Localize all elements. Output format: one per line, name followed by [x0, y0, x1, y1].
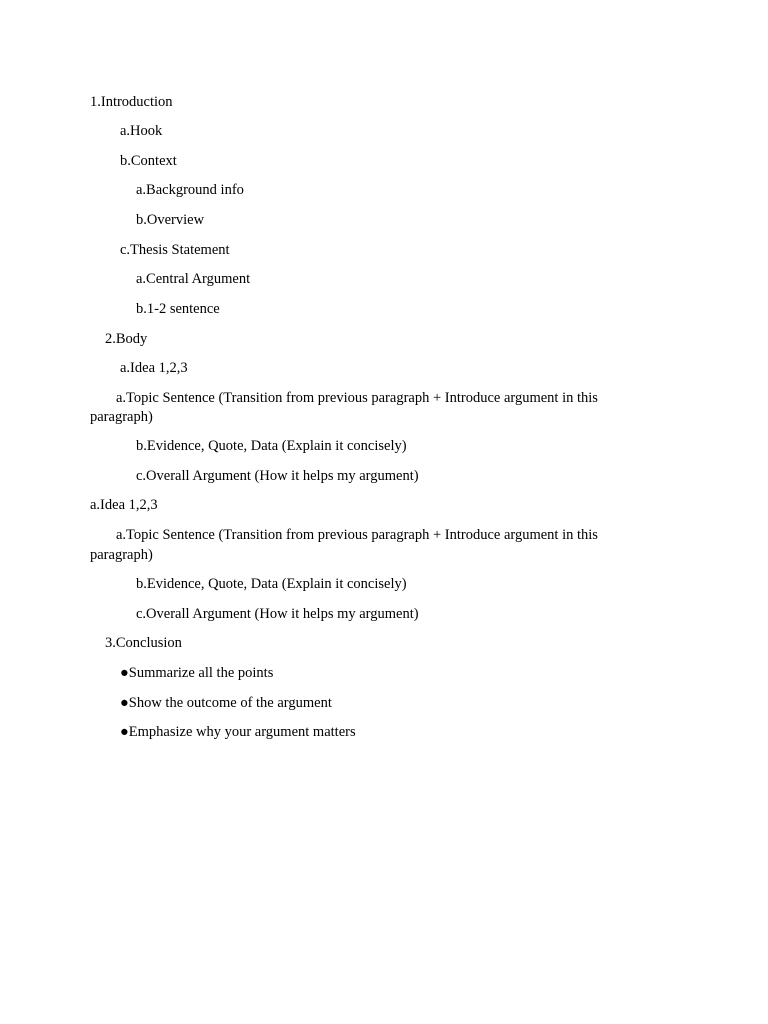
- body-evidence-1: b.Evidence, Quote, Data (Explain it concisely): [136, 438, 407, 454]
- conclusion-point: [120, 723, 356, 741]
- body-topic-1-line-1: a.Topic Sentence (Transition from previous paragraph + Introduce argument in this: [116, 390, 598, 406]
- conclusion-point-text: Emphasize why your argument matters: [128, 724, 356, 740]
- body-idea-2: a.Idea 1,2,3: [90, 497, 158, 513]
- body-evidence-2: b.Evidence, Quote, Data (Explain it concisely): [136, 576, 407, 592]
- body-topic-1-line-2: paragraph): [90, 409, 153, 425]
- intro-background: a.Background info: [136, 182, 244, 198]
- intro-sentence-count: b.1-2 sentence: [136, 301, 220, 317]
- body-topic-2-line-2: paragraph): [90, 547, 153, 563]
- body-overall-2: c.Overall Argument (How it helps my argument): [136, 606, 419, 622]
- intro-hook: a.Hook: [120, 123, 163, 139]
- conclusion-point: [120, 664, 273, 682]
- conclusion-point: [120, 694, 332, 712]
- conclusion-point-text: Show the outcome of the argument: [128, 695, 332, 711]
- conclusion-heading: 3.Conclusion: [105, 635, 182, 651]
- bullet-icon: ●: [120, 665, 129, 681]
- intro-context: b.Context: [120, 153, 177, 169]
- bullet-icon: ●: [120, 695, 129, 711]
- body-heading: 2.Body: [105, 331, 148, 347]
- intro-central-argument: a.Central Argument: [136, 271, 251, 287]
- body-topic-2-line-1: a.Topic Sentence (Transition from previous paragraph + Introduce argument in this: [116, 527, 598, 543]
- intro-thesis: c.Thesis Statement: [120, 242, 230, 258]
- intro-overview: b.Overview: [136, 212, 205, 228]
- body-idea-1: a.Idea 1,2,3: [120, 360, 188, 376]
- body-overall-1: c.Overall Argument (How it helps my argument): [136, 468, 419, 484]
- bullet-icon: ●: [120, 724, 129, 740]
- conclusion-point-text: Summarize all the points: [128, 665, 274, 681]
- intro-heading: 1.Introduction: [90, 94, 173, 110]
